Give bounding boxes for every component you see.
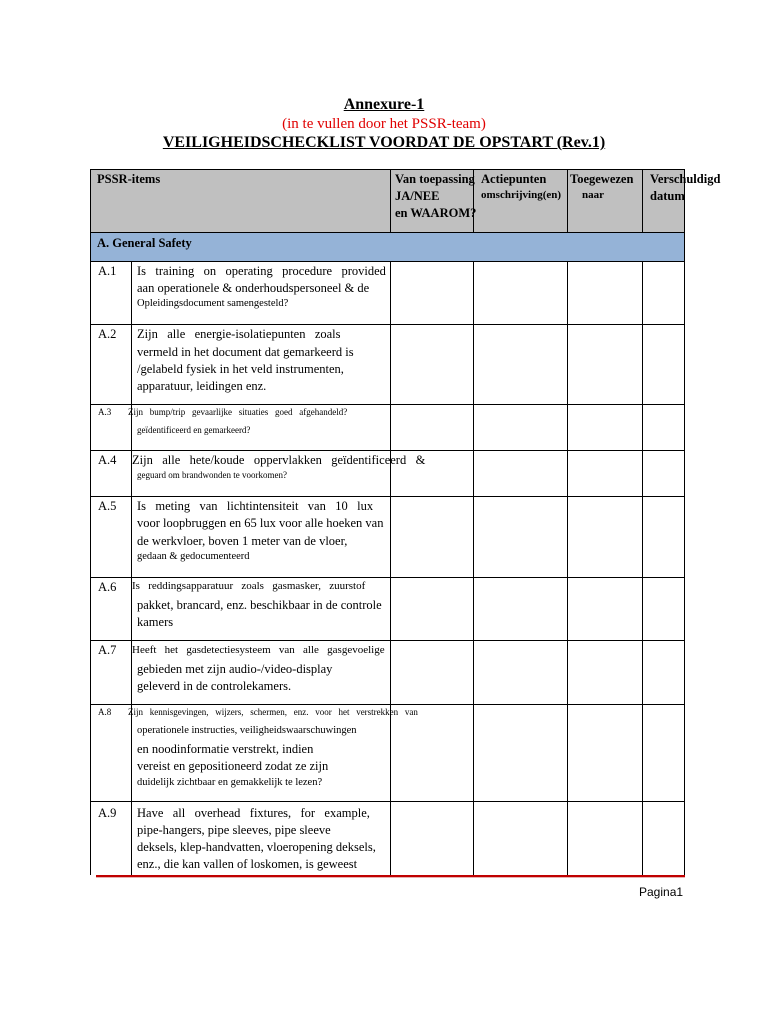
section-label: A. General Safety	[97, 236, 192, 250]
row-text-a9-l4: enz., die kan vallen of loskomen, is geweest	[137, 857, 358, 871]
row-text-a8-l4: vereist en gepositioneerd zodat ze zijn	[137, 759, 329, 773]
row-text-a1-l1: Is training on operating procedure provided	[137, 264, 386, 278]
col-header-due: Verschuldigd	[650, 172, 721, 186]
row-id: A.4	[98, 453, 117, 467]
row-text-a9-l2: pipe-hangers, pipe sleeves, pipe sleeve	[137, 823, 331, 837]
row-text-a1-l2: aan operationele & onderhoudspersoneel & de	[137, 281, 370, 295]
row-text-a6-l3: kamers	[137, 615, 174, 629]
col-header-pssr-items: PSSR-items	[97, 172, 161, 186]
col-header-applicable: Van toepassing	[395, 172, 475, 186]
row-text-a8-l2: operationele instructies, veiligheidswaarschuwingen	[137, 725, 357, 736]
row-id: A.8	[98, 707, 112, 717]
row-text-a7-l1: Heeft het gasdetectiesysteem van alle gasgevoelige	[132, 644, 385, 656]
row-text-a7-l2: gebieden met zijn audio-/video-display	[137, 662, 333, 676]
row-id: A.7	[98, 643, 117, 657]
document-title: Annexure-1	[343, 96, 425, 113]
row-text-a8-l3: en noodinformatie verstrekt, indien	[137, 742, 314, 756]
row-text-a3-l2: geïdentificeerd en gemarkeerd?	[137, 425, 251, 435]
row-text-a3-l1: Zijn bump/trip gevaarlijke situaties goed afgehandeld?	[128, 407, 348, 417]
document-subtitle: (in te vullen door het PSSR-team)	[282, 116, 486, 132]
row-id: A.9	[98, 806, 117, 820]
row-text-a8-l1: Zijn kennisgevingen, wijzers, schermen, enz. voor het verstrekken van	[128, 707, 418, 717]
row-text-a6-l2: pakket, brancard, enz. beschikbaar in de controle	[137, 598, 382, 612]
row-text-a7-l3: geleverd in de controlekamers.	[137, 679, 292, 693]
row-text-a2-l4: apparatuur, leidingen enz.	[137, 379, 267, 393]
row-text-a4-l2: geguard om brandwonden te voorkomen?	[137, 470, 287, 480]
row-text-a8-l5: duidelijk zichtbaar en gemakkelijk te lezen?	[137, 777, 323, 788]
col-header-action-l2: omschrijving(en)	[481, 189, 562, 201]
page-number: Pagina1	[639, 885, 684, 899]
footer-rule-shadow	[96, 877, 685, 878]
col-header-action: Actiepunten	[481, 172, 547, 186]
col-header-due-l2: datum	[650, 189, 685, 203]
row-text-a5-l1: Is meting van lichtintensiteit van 10 lux	[137, 499, 374, 513]
row-text-a5-l4: gedaan & gedocumenteerd	[137, 551, 250, 562]
row-text-a1-l3: Opleidingsdocument samengesteld?	[137, 298, 289, 309]
col-header-assigned-l2: naar	[582, 189, 604, 201]
row-id: A.2	[98, 327, 117, 341]
col-header-applicable-l3: en WAAROM?	[395, 206, 477, 220]
row-text-a2-l3: /gelabeld fysiek in het veld instrumenten,	[137, 362, 344, 376]
row-id: A.1	[98, 264, 117, 278]
row-text-a9-l3: deksels, klep-handvatten, vloeropening deksels,	[137, 840, 376, 854]
row-text-a6-l1: Is reddingsapparatuur zoals gasmasker, zuurstof	[132, 580, 366, 592]
row-text-a5-l3: de werkvloer, boven 1 meter van de vloer,	[137, 534, 348, 548]
row-text-a4-l1: Zijn alle hete/koude oppervlakken geïdentificeerd &	[132, 453, 426, 467]
row-id: A.3	[98, 407, 112, 417]
checklist-heading: VEILIGHEIDSCHECKLIST VOORDAT DE OPSTART (Rev.1)	[162, 134, 606, 151]
col-header-assigned: Toegewezen	[570, 172, 634, 186]
row-text-a2-l1: Zijn alle energie-isolatiepunten zoals	[137, 327, 341, 341]
col-header-applicable-l2: JA/NEE	[395, 189, 440, 203]
row-text-a2-l2: vermeld in het document dat gemarkeerd is	[137, 345, 354, 359]
row-text-a9-l1: Have all overhead fixtures, for example,	[137, 806, 370, 820]
row-id: A.6	[98, 580, 117, 594]
row-text-a5-l2: voor loopbruggen en 65 lux voor alle hoeken van	[137, 516, 384, 530]
row-id: A.5	[98, 499, 117, 513]
